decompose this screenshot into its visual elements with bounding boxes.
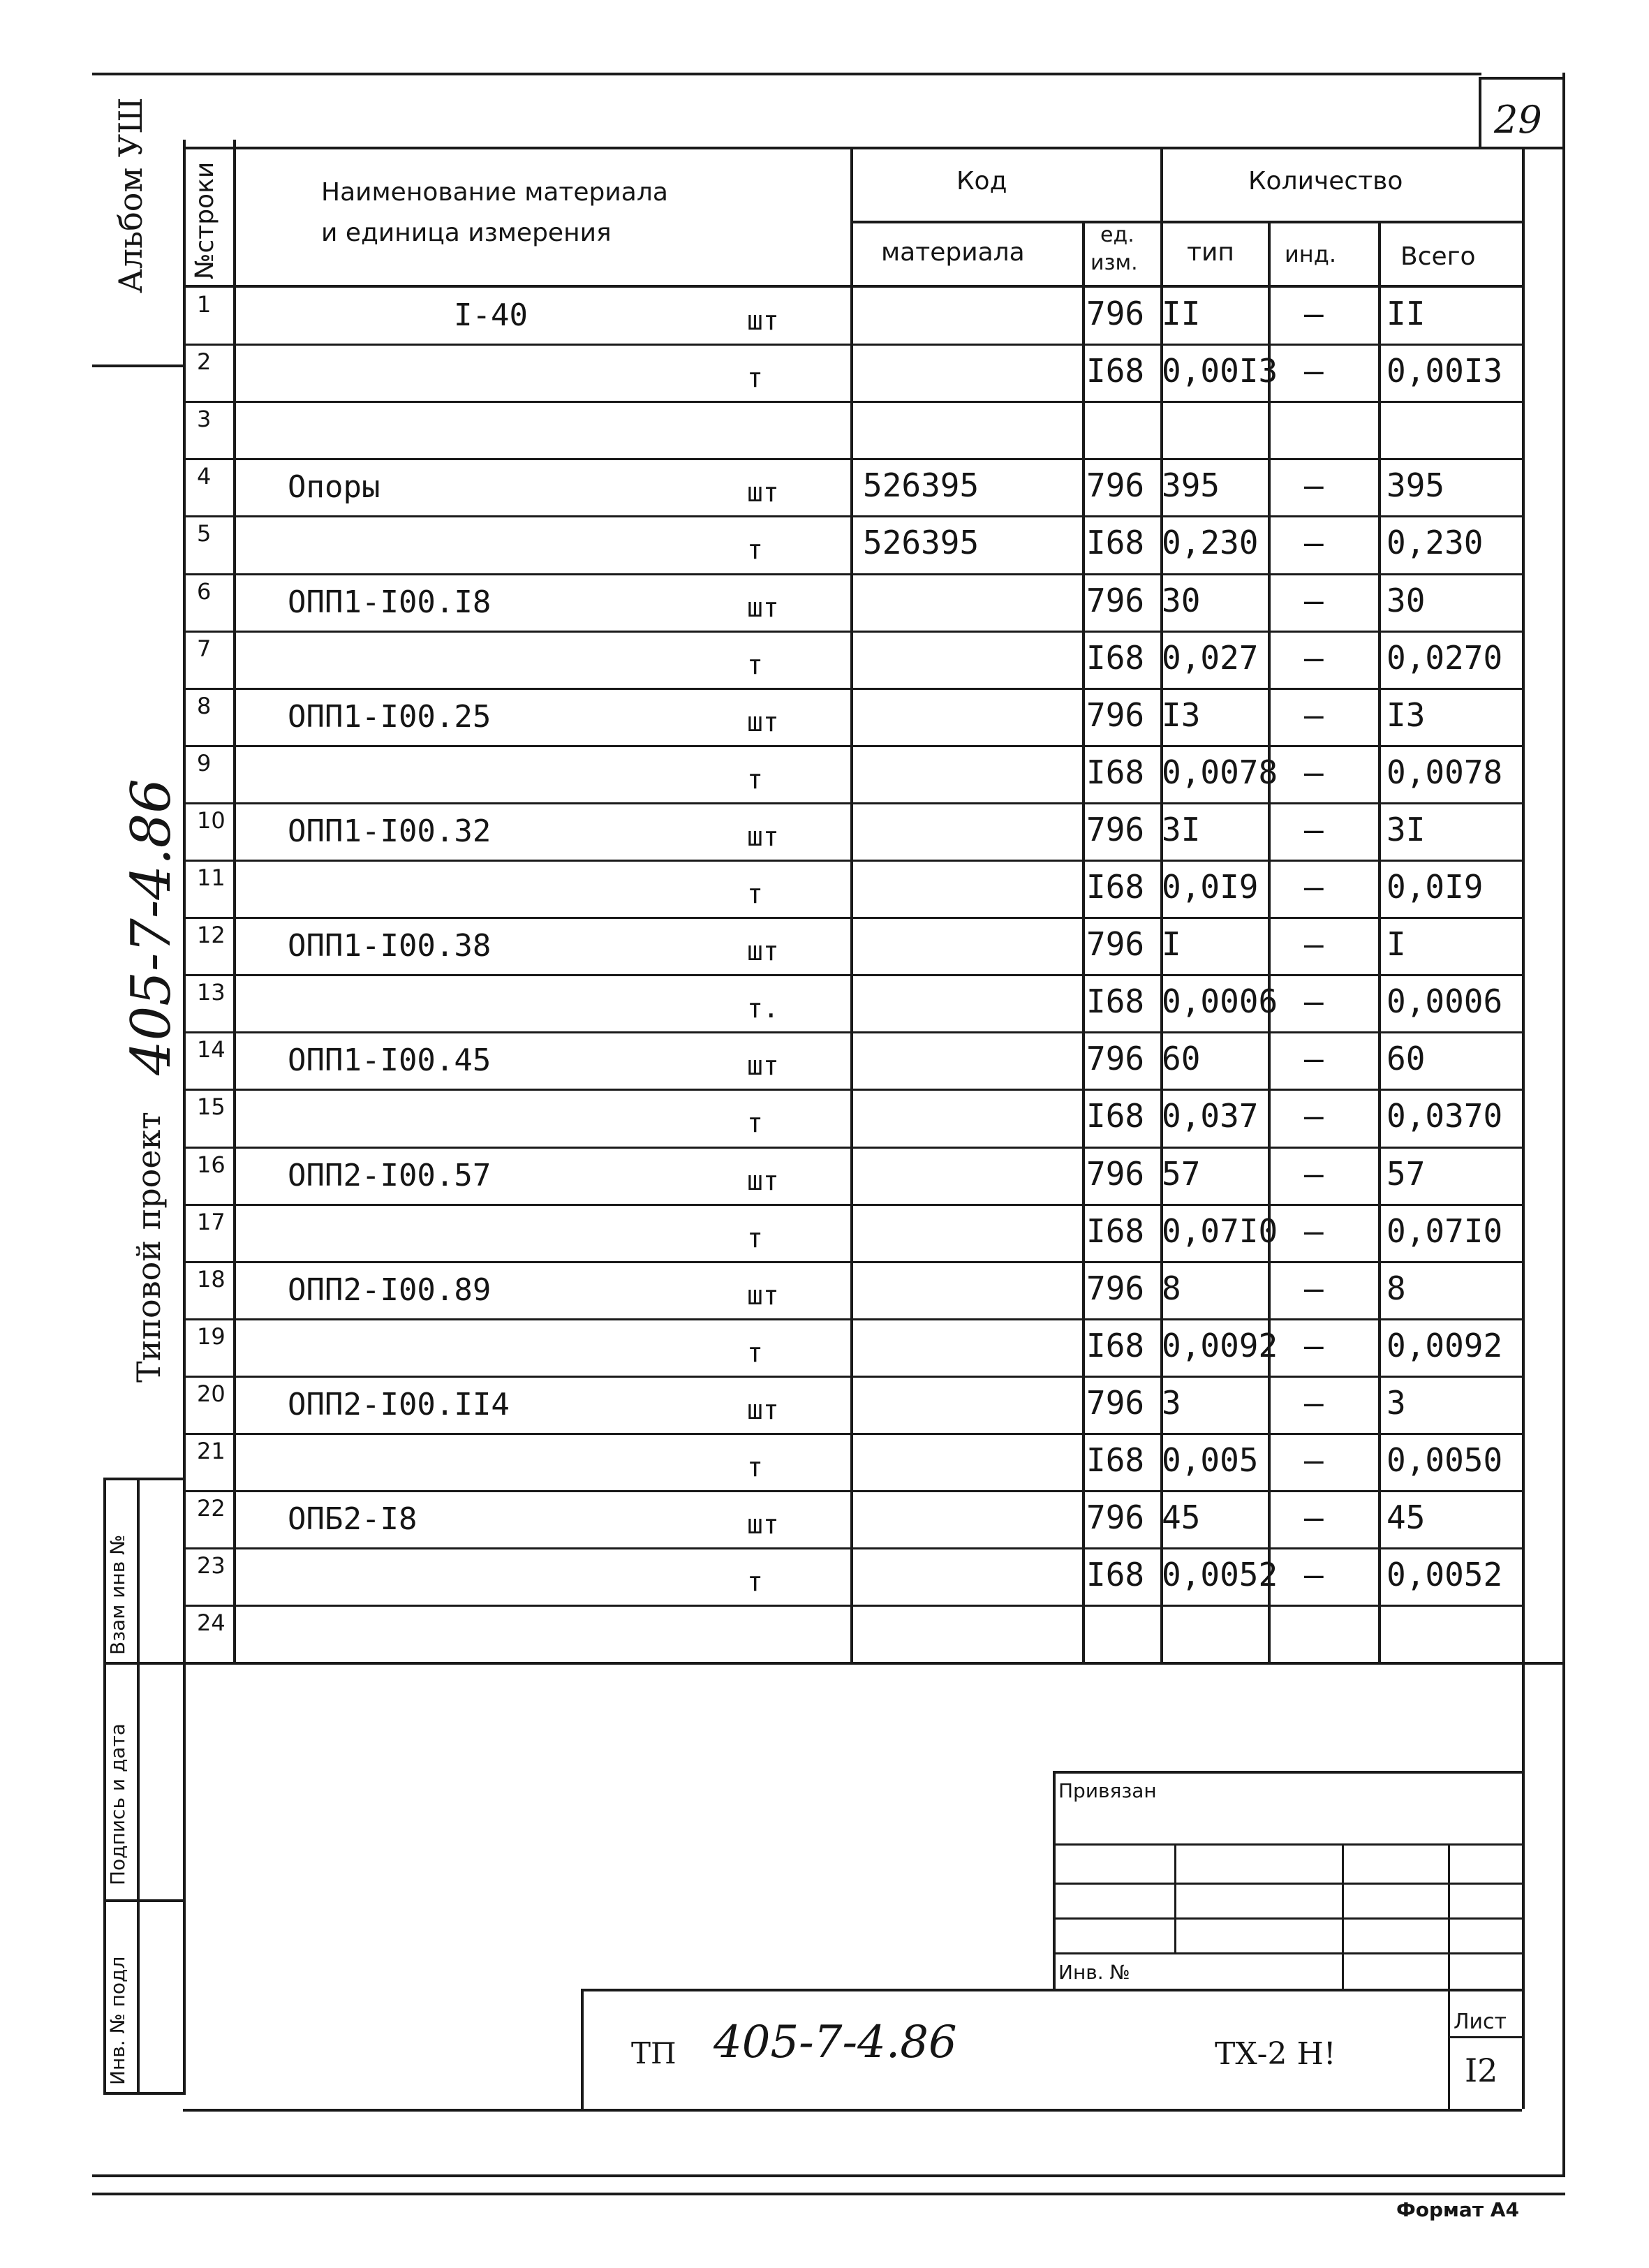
qty-ind: – xyxy=(1304,639,1324,677)
row-divider xyxy=(183,974,1522,976)
stamp-left xyxy=(1053,1771,1056,1989)
qty-type: 0,027 xyxy=(1162,639,1259,677)
title-doc-code: 405-7-4.86 xyxy=(713,2017,957,2068)
stamp-top xyxy=(1053,1771,1522,1774)
row-number: 16 xyxy=(197,1151,225,1178)
row-divider xyxy=(183,745,1522,747)
row-number: 1 xyxy=(197,291,212,318)
qty-ind: – xyxy=(1304,811,1324,848)
qty-total: 0,0I9 xyxy=(1387,868,1484,906)
unit-code: I68 xyxy=(1086,1212,1145,1250)
header-code: Код xyxy=(956,167,1007,196)
qty-type: 395 xyxy=(1162,466,1220,504)
qty-ind: – xyxy=(1304,1384,1324,1422)
unit-text: шт xyxy=(747,707,779,737)
table-top-line xyxy=(183,147,1562,149)
row-number: 18 xyxy=(197,1266,225,1293)
row-divider xyxy=(183,1089,1522,1091)
qty-ind: – xyxy=(1304,982,1324,1020)
qty-type: 0,0052 xyxy=(1162,1556,1278,1593)
side-project-label: Типовой проект xyxy=(130,1112,168,1383)
unit-text: т xyxy=(747,1566,763,1597)
frame-bottom-line xyxy=(92,2174,1565,2177)
unit-code: I68 xyxy=(1086,982,1145,1020)
qty-ind: – xyxy=(1304,753,1324,791)
title-tp: ТП xyxy=(631,2036,676,2070)
qty-type: II xyxy=(1162,295,1201,332)
unit-text: шт xyxy=(747,477,779,508)
stamp-col-1 xyxy=(1174,1843,1176,1952)
row-divider xyxy=(183,1547,1522,1549)
row-number: 13 xyxy=(197,979,225,1006)
material-name: I-40 xyxy=(454,297,528,333)
side-stamp-div2 xyxy=(103,1899,183,1902)
qty-ind: – xyxy=(1304,1212,1324,1250)
header-bottom-line xyxy=(183,285,1522,288)
row-number: 12 xyxy=(197,922,225,948)
page-number: 29 xyxy=(1494,98,1542,142)
unit-code: 796 xyxy=(1086,1269,1145,1307)
qty-type: 0,0006 xyxy=(1162,982,1278,1020)
qty-type: 0,0092 xyxy=(1162,1327,1278,1364)
stamp-row-1 xyxy=(1053,1843,1522,1846)
stamp-row-4 xyxy=(1053,1952,1522,1954)
frame-left-line xyxy=(183,140,186,2095)
qty-type: 3 xyxy=(1162,1384,1181,1422)
format-label: Формат А4 xyxy=(1396,2198,1519,2221)
row-divider xyxy=(183,1376,1522,1378)
row-divider xyxy=(183,1433,1522,1435)
side-stamp-vzam: Взам инв № xyxy=(106,1534,129,1655)
sheet-number: I2 xyxy=(1465,2052,1498,2089)
format-line xyxy=(92,2193,1565,2195)
unit-code: 796 xyxy=(1086,925,1145,963)
unit-code: I68 xyxy=(1086,1556,1145,1593)
unit-text: шт xyxy=(747,1280,779,1311)
row-number: 7 xyxy=(197,635,212,662)
qty-total: 395 xyxy=(1387,466,1445,504)
page-number-box-top xyxy=(1479,77,1562,80)
stamp-row-3 xyxy=(1053,1917,1522,1920)
side-stamp-inv: Инв. № подл xyxy=(106,1956,129,2085)
unit-text: шт xyxy=(747,305,779,336)
qty-total: I3 xyxy=(1387,696,1426,734)
qty-total: 0,0052 xyxy=(1387,1556,1503,1593)
row-number: 5 xyxy=(197,520,212,547)
row-divider xyxy=(183,1147,1522,1149)
qty-total: 0,00I3 xyxy=(1387,352,1503,390)
row-divider xyxy=(183,458,1522,460)
qty-ind: – xyxy=(1304,696,1324,734)
unit-code: 796 xyxy=(1086,696,1145,734)
material-name: ОПП2-I00.II4 xyxy=(288,1387,510,1422)
unit-text: т. xyxy=(747,993,779,1024)
unit-text: т xyxy=(747,534,763,565)
qty-type: 30 xyxy=(1162,582,1201,619)
qty-total: 0,0006 xyxy=(1387,982,1503,1020)
stamp-col-2 xyxy=(1342,1843,1344,1989)
row-number: 19 xyxy=(197,1323,225,1350)
qty-type: 0,230 xyxy=(1162,524,1259,561)
side-stamp-div1 xyxy=(103,1662,183,1665)
row-number: 4 xyxy=(197,463,212,489)
side-album-label: Альбом УШ xyxy=(112,97,149,293)
qty-type: 45 xyxy=(1162,1498,1201,1536)
unit-text: т xyxy=(747,1452,763,1482)
qty-type: 60 xyxy=(1162,1040,1201,1077)
header-material: материала xyxy=(881,238,1025,267)
unit-text: шт xyxy=(747,1165,779,1196)
stamp-col-3 xyxy=(1448,1843,1450,2109)
title-block-left xyxy=(581,1989,584,2109)
unit-code: 796 xyxy=(1086,811,1145,848)
unit-code: 796 xyxy=(1086,1384,1145,1422)
unit-code: I68 xyxy=(1086,524,1145,561)
stamp-privyazan: Привязан xyxy=(1058,1779,1157,1802)
material-name: ОПП2-I00.89 xyxy=(288,1272,491,1308)
unit-text: шт xyxy=(747,1050,779,1081)
qty-ind: – xyxy=(1304,466,1324,504)
material-code: 526395 xyxy=(863,466,979,504)
side-divider-1 xyxy=(92,364,183,367)
title-sheet-code: ТХ-2 Н! xyxy=(1215,2036,1336,2072)
row-number: 20 xyxy=(197,1380,225,1407)
material-code: 526395 xyxy=(863,524,979,561)
unit-code: I68 xyxy=(1086,1441,1145,1479)
row-divider xyxy=(183,573,1522,575)
col-line-right xyxy=(1522,147,1525,1662)
row-number: 10 xyxy=(197,807,225,834)
material-name: ОПП1-I00.38 xyxy=(288,928,491,964)
header-unit-2: изм. xyxy=(1090,251,1138,275)
qty-type: 0,037 xyxy=(1162,1097,1259,1135)
col-line-unit xyxy=(1082,222,1085,1662)
qty-type: 57 xyxy=(1162,1155,1201,1193)
qty-total: 3I xyxy=(1387,811,1426,848)
table-bottom-line xyxy=(183,1662,1562,1665)
row-number: 11 xyxy=(197,864,225,891)
qty-total: 0,0050 xyxy=(1387,1441,1503,1479)
unit-code: I68 xyxy=(1086,753,1145,791)
qty-type: I xyxy=(1162,925,1181,963)
unit-text: т xyxy=(747,1107,763,1138)
unit-text: т xyxy=(747,878,763,909)
qty-total: I xyxy=(1387,925,1406,963)
qty-total: 0,0370 xyxy=(1387,1097,1503,1135)
qty-ind: – xyxy=(1304,582,1324,619)
qty-ind: – xyxy=(1304,1441,1324,1479)
header-type: тип xyxy=(1187,238,1234,267)
stamp-right xyxy=(1522,1662,1525,2109)
qty-type: 8 xyxy=(1162,1269,1181,1307)
qty-ind: – xyxy=(1304,1269,1324,1307)
header-total: Всего xyxy=(1400,242,1476,271)
row-number: 9 xyxy=(197,750,212,776)
stamp-inv-no: Инв. № xyxy=(1058,1961,1130,1984)
side-stamp-top xyxy=(103,1478,183,1480)
row-number: 24 xyxy=(197,1610,225,1636)
unit-code: 796 xyxy=(1086,1040,1145,1077)
material-name: Опоры xyxy=(288,469,380,505)
row-number: 8 xyxy=(197,693,212,719)
stamp-row-2 xyxy=(1053,1883,1522,1885)
qty-ind: – xyxy=(1304,524,1324,561)
row-number: 22 xyxy=(197,1495,225,1522)
qty-total: 0,07I0 xyxy=(1387,1212,1503,1250)
qty-type: 3I xyxy=(1162,811,1201,848)
qty-ind: – xyxy=(1304,1556,1324,1593)
unit-code: 796 xyxy=(1086,582,1145,619)
row-number: 14 xyxy=(197,1036,225,1063)
sheet-label: Лист xyxy=(1454,2010,1507,2034)
row-divider xyxy=(183,515,1522,517)
qty-ind: – xyxy=(1304,352,1324,390)
qty-total: 0,0078 xyxy=(1387,753,1503,791)
qty-ind: – xyxy=(1304,295,1324,332)
col-line-total xyxy=(1378,222,1381,1662)
frame-right-line xyxy=(1562,73,1565,2174)
qty-ind: – xyxy=(1304,1155,1324,1193)
qty-total: 0,230 xyxy=(1387,524,1484,561)
qty-total: 0,0270 xyxy=(1387,639,1503,677)
row-number: 17 xyxy=(197,1209,225,1235)
qty-type: 0,07I0 xyxy=(1162,1212,1278,1250)
row-number: 3 xyxy=(197,406,212,432)
material-name: ОПП1-I00.32 xyxy=(288,813,491,849)
qty-ind: – xyxy=(1304,1498,1324,1536)
row-divider xyxy=(183,631,1522,633)
qty-type: 0,00I3 xyxy=(1162,352,1278,390)
qty-total: 60 xyxy=(1387,1040,1426,1077)
unit-text: шт xyxy=(747,1394,779,1425)
material-name: ОПП1-I00.25 xyxy=(288,699,491,735)
qty-total: 0,0092 xyxy=(1387,1327,1503,1364)
material-name: ОПП1-I00.45 xyxy=(288,1043,491,1078)
row-divider xyxy=(183,688,1522,690)
header-name-1: Наименование материала xyxy=(321,178,668,207)
unit-code: I68 xyxy=(1086,1327,1145,1364)
row-divider xyxy=(183,802,1522,804)
side-stamp-mid xyxy=(137,1478,140,2092)
unit-code: I68 xyxy=(1086,639,1145,677)
qty-total: 45 xyxy=(1387,1498,1426,1536)
row-divider xyxy=(183,1318,1522,1320)
header-name-2: и единица измерения xyxy=(321,219,612,247)
header-quantity: Количество xyxy=(1248,167,1403,196)
header-row-no: №строки xyxy=(191,161,219,279)
side-stamp-bottom xyxy=(103,2092,183,2095)
qty-type: I3 xyxy=(1162,696,1201,734)
qty-type: 0,0I9 xyxy=(1162,868,1259,906)
page-number-box-left xyxy=(1479,77,1481,147)
row-divider xyxy=(183,344,1522,346)
side-project-code: 405-7-4.86 xyxy=(120,779,183,1075)
row-divider xyxy=(183,1204,1522,1206)
unit-code: I68 xyxy=(1086,352,1145,390)
unit-code: 796 xyxy=(1086,1155,1145,1193)
unit-text: шт xyxy=(747,821,779,852)
row-number: 6 xyxy=(197,578,212,605)
material-name: ОПП2-I00.57 xyxy=(288,1158,491,1193)
title-block-bottom xyxy=(183,2109,1522,2112)
unit-text: шт xyxy=(747,592,779,623)
qty-ind: – xyxy=(1304,1327,1324,1364)
qty-total: 3 xyxy=(1387,1384,1406,1422)
row-number: 23 xyxy=(197,1552,225,1579)
row-divider xyxy=(183,917,1522,919)
unit-code: 796 xyxy=(1086,295,1145,332)
unit-text: т xyxy=(747,1223,763,1253)
unit-text: шт xyxy=(747,936,779,966)
header-mid-line xyxy=(850,221,1522,223)
row-divider xyxy=(183,860,1522,862)
material-name: ОПБ2-I8 xyxy=(288,1501,417,1537)
row-number: 2 xyxy=(197,348,212,375)
row-divider xyxy=(183,401,1522,403)
qty-total: 57 xyxy=(1387,1155,1426,1193)
row-divider xyxy=(183,1261,1522,1263)
qty-ind: – xyxy=(1304,1097,1324,1135)
unit-code: I68 xyxy=(1086,1097,1145,1135)
row-number: 15 xyxy=(197,1094,225,1120)
unit-text: шт xyxy=(747,1509,779,1540)
col-line-ind xyxy=(1268,222,1271,1662)
unit-text: т xyxy=(747,649,763,680)
unit-code: 796 xyxy=(1086,1498,1145,1536)
sheet-label-line xyxy=(1448,2036,1522,2038)
qty-type: 0,005 xyxy=(1162,1441,1259,1479)
top-margin-line xyxy=(92,73,1481,75)
unit-text: т xyxy=(747,764,763,795)
unit-text: т xyxy=(747,1337,763,1368)
unit-code: 796 xyxy=(1086,466,1145,504)
header-ind: инд. xyxy=(1285,241,1337,267)
side-stamp-podpis: Подпись и дата xyxy=(106,1723,129,1885)
qty-type: 0,0078 xyxy=(1162,753,1278,791)
unit-text: т xyxy=(747,362,763,393)
title-block-top xyxy=(581,1989,1522,1991)
material-name: ОПП1-I00.I8 xyxy=(288,584,491,620)
qty-total: 8 xyxy=(1387,1269,1406,1307)
qty-ind: – xyxy=(1304,925,1324,963)
qty-ind: – xyxy=(1304,868,1324,906)
unit-code: I68 xyxy=(1086,868,1145,906)
row-divider xyxy=(183,1490,1522,1492)
row-divider xyxy=(183,1031,1522,1033)
qty-total: 30 xyxy=(1387,582,1426,619)
qty-ind: – xyxy=(1304,1040,1324,1077)
row-divider xyxy=(183,1605,1522,1607)
header-unit-1: ед. xyxy=(1100,223,1134,247)
qty-total: II xyxy=(1387,295,1426,332)
row-number: 21 xyxy=(197,1438,225,1464)
